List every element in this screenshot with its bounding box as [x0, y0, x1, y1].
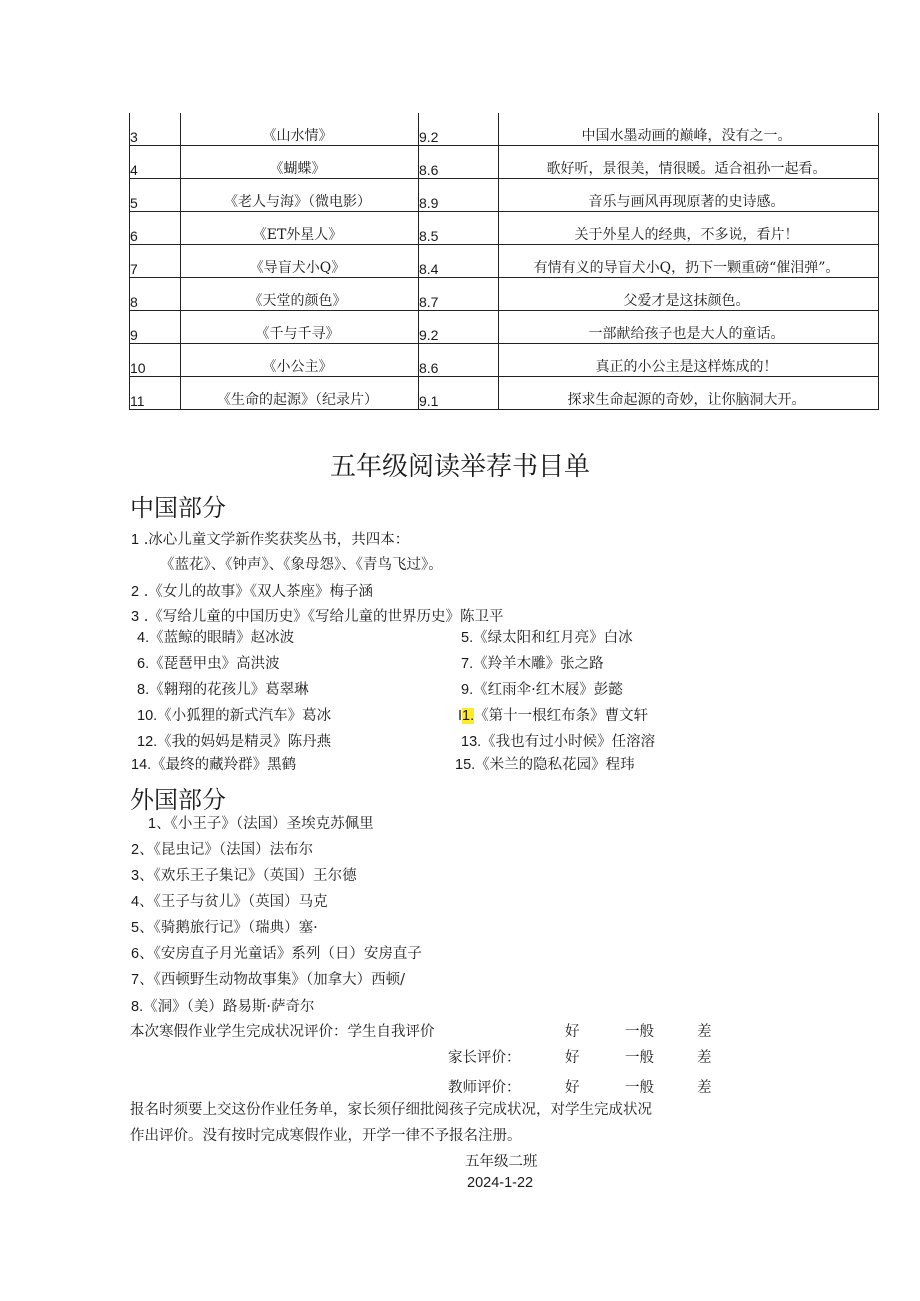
- rating-average[interactable]: 一般: [625, 1024, 654, 1040]
- item-text: 《蓝鲸的眼睛》赵冰波: [149, 630, 295, 646]
- movie-comment: 关于外星人的经典，不多说，看片！: [499, 212, 879, 245]
- movie-number: 5: [130, 179, 181, 212]
- item-text: 、《王子与贫儿》（英国）马克: [139, 894, 328, 910]
- item-number: I: [458, 708, 463, 724]
- movie-score: 9.1: [419, 377, 499, 410]
- item-number: 6: [131, 946, 140, 962]
- movie-comment: 真正的小公主是这样炼成的！: [499, 344, 879, 377]
- list-item: [137, 704, 331, 725]
- table-row: [130, 344, 879, 377]
- item-text: .冰心儿童文学新作奖获奖丛书，共四本：: [143, 532, 410, 548]
- table-row: [130, 179, 879, 212]
- movie-title: 《生命的起源》（纪录片）: [181, 377, 419, 410]
- list-item: [131, 580, 373, 601]
- item-number: 4: [131, 894, 140, 910]
- table-row: [130, 245, 879, 278]
- rating-average[interactable]: 一般: [625, 1080, 654, 1096]
- table-row: [130, 212, 879, 245]
- rating-poor[interactable]: 差: [697, 1050, 712, 1066]
- movie-number: 6: [130, 212, 181, 245]
- movie-score: 8.9: [419, 179, 499, 212]
- list-item: [131, 995, 314, 1016]
- list-item: [131, 605, 504, 626]
- parent-evaluation-label: 家长评价：: [448, 1050, 521, 1066]
- movie-title: 《导盲犬小Q》: [181, 245, 419, 278]
- item-number: 1: [131, 532, 140, 548]
- movie-comment: 有情有义的导盲犬小Q，扔下一颗重磅“催泪弹”。: [499, 245, 879, 278]
- item-text: 《米兰的隐私花园》程玮: [475, 757, 635, 773]
- movie-score: 8.7: [419, 278, 499, 311]
- list-item: [461, 730, 655, 751]
- rating-average[interactable]: 一般: [625, 1050, 654, 1066]
- list-item: [137, 730, 331, 751]
- item-text: 《琵琶甲虫》高洪波: [149, 656, 280, 672]
- movie-number: 9: [130, 311, 181, 344]
- list-item: [455, 753, 635, 774]
- item-text: .《写给儿童的中国历史》《写给儿童的世界历史》陈卫平: [143, 609, 504, 625]
- movie-comment: 中国水墨动画的巅峰，没有之一。: [499, 113, 879, 146]
- item-number: 8.: [137, 682, 150, 698]
- list-item: [131, 890, 328, 911]
- highlighted-number: 1.: [462, 708, 475, 724]
- notice-text: 作出评价。没有按时完成寒假作业，开学一律不予报名注册。: [130, 1128, 522, 1144]
- movie-comment: 一部献给孩子也是大人的童话。: [499, 311, 879, 344]
- item-number: 7.: [461, 656, 474, 672]
- item-text: 、《西顿野生动物故事集》（加拿大）西顿/: [139, 972, 405, 988]
- item-number: 2: [131, 584, 140, 600]
- item-number: 3: [131, 609, 140, 625]
- list-item: [131, 864, 357, 885]
- rating-poor[interactable]: 差: [697, 1024, 712, 1040]
- item-text: 、《欢乐王子集记》（英国）王尔德: [139, 868, 357, 884]
- signature-date: 2024-1-22: [467, 1175, 534, 1191]
- movie-title: 《ET外星人》: [181, 212, 419, 245]
- movie-score: 8.4: [419, 245, 499, 278]
- list-item: [131, 528, 409, 549]
- notice-text: 报名时须要上交这份作业任务单，家长须仔细批阅孩子完成状况，对学生完成状况: [130, 1102, 652, 1118]
- item-text: 、《昆虫记》（法国）法布尔: [139, 842, 314, 858]
- rating-good[interactable]: 好: [565, 1024, 580, 1040]
- item-number: 14.: [131, 757, 152, 773]
- list-item: [461, 652, 604, 673]
- item-text: 、《小王子》（法国）圣埃克苏佩里: [156, 816, 374, 832]
- item-text: 《小狐狸的新式汽车》葛冰: [157, 708, 332, 724]
- item-number: 12.: [137, 734, 158, 750]
- item-text: 《羚羊木雕》张之路: [473, 656, 604, 672]
- movie-number: 4: [130, 146, 181, 179]
- movie-score: 8.6: [419, 344, 499, 377]
- movie-number: 3: [130, 113, 181, 146]
- item-number: 13.: [461, 734, 482, 750]
- item-text: 《绿太阳和红月亮》白冰: [473, 630, 633, 646]
- list-item: [131, 942, 422, 963]
- movie-number: 11: [130, 377, 181, 410]
- item-text: 《翱翔的花孩儿》葛翠琳: [149, 682, 309, 698]
- movie-title: 《蝴蝶》: [181, 146, 419, 179]
- table-row: [130, 146, 879, 179]
- movie-table: [129, 113, 879, 410]
- item-number: 2: [131, 842, 140, 858]
- item-number: 5: [131, 920, 140, 936]
- movie-number: 10: [130, 344, 181, 377]
- list-item: [131, 753, 296, 774]
- section-heading-foreign: 外国部分: [130, 787, 226, 814]
- item-text: 《我的妈妈是精灵》陈丹燕: [157, 734, 332, 750]
- teacher-evaluation-label: 教师评价：: [448, 1080, 521, 1096]
- list-item: [131, 968, 405, 989]
- movie-title: 《山水情》: [181, 113, 419, 146]
- item-number: 7: [131, 972, 140, 988]
- section-heading-china: 中国部分: [130, 495, 226, 522]
- rating-poor[interactable]: 差: [697, 1080, 712, 1096]
- signature-class: 五年级二班: [465, 1154, 538, 1170]
- item-number: 1: [148, 816, 157, 832]
- page-title: 五年级阅读举荐书目单: [329, 452, 590, 482]
- movie-comment: 歌好听，景很美，情很暖。适合祖孙一起看。: [499, 146, 879, 179]
- list-item: [458, 704, 648, 725]
- table-row: [130, 377, 879, 410]
- item-number: 8.: [131, 999, 144, 1015]
- item-number: 10.: [137, 708, 158, 724]
- movie-comment: 探求生命起源的奇妙，让你脑洞大开。: [499, 377, 879, 410]
- list-item: [461, 626, 633, 647]
- item-number: 15.: [455, 757, 476, 773]
- item-text: 、《安房直子月光童话》系列（日）安房直子: [139, 946, 422, 962]
- item-text: 《红雨伞·红木屐》彭懿: [473, 682, 623, 698]
- item-number: 4.: [137, 630, 150, 646]
- student-evaluation-label: 本次寒假作业学生完成状况评价：学生自我评价: [130, 1024, 435, 1040]
- movie-title: 《天堂的颜色》: [181, 278, 419, 311]
- item-text: 《最终的藏羚群》黑鹤: [151, 757, 297, 773]
- list-item: [137, 626, 294, 647]
- list-item-books: 《蓝花》、《钟声》、《象母怨》、《青鸟飞过》。: [160, 557, 443, 573]
- item-number: 3: [131, 868, 140, 884]
- list-item: [461, 678, 623, 699]
- movie-number: 7: [130, 245, 181, 278]
- movie-number: 8: [130, 278, 181, 311]
- item-text: .《女儿的故事》《双人茶座》梅子涵: [143, 584, 374, 600]
- list-item: [131, 838, 313, 859]
- movie-comment: 音乐与画风再现原著的史诗感。: [499, 179, 879, 212]
- rating-good[interactable]: 好: [565, 1080, 580, 1096]
- rating-good[interactable]: 好: [565, 1050, 580, 1066]
- movie-title: 《千与千寻》: [181, 311, 419, 344]
- movie-score: 8.5: [419, 212, 499, 245]
- list-item: [148, 812, 374, 833]
- list-item: [137, 678, 309, 699]
- movie-title: 《老人与海》（微电影）: [181, 179, 419, 212]
- item-text: 《第十一根红布条》曹文轩: [474, 708, 649, 724]
- list-item: [131, 916, 318, 937]
- item-text: 《我也有过小时候》任溶溶: [481, 734, 656, 750]
- movie-score: 8.6: [419, 146, 499, 179]
- item-text: 《洞》（美）路易斯·萨奇尔: [143, 999, 315, 1015]
- item-text: 、《骑鹅旅行记》（瑞典）塞·: [139, 920, 318, 936]
- table-row: [130, 278, 879, 311]
- movie-score: 9.2: [419, 113, 499, 146]
- movie-score: 9.2: [419, 311, 499, 344]
- movie-comment: 父爱才是这抹颜色。: [499, 278, 879, 311]
- item-number: 9.: [461, 682, 474, 698]
- item-number: 6.: [137, 656, 150, 672]
- item-number: 5.: [461, 630, 474, 646]
- movie-title: 《小公主》: [181, 344, 419, 377]
- table-row: [130, 311, 879, 344]
- table-row: [130, 113, 879, 146]
- list-item: [137, 652, 280, 673]
